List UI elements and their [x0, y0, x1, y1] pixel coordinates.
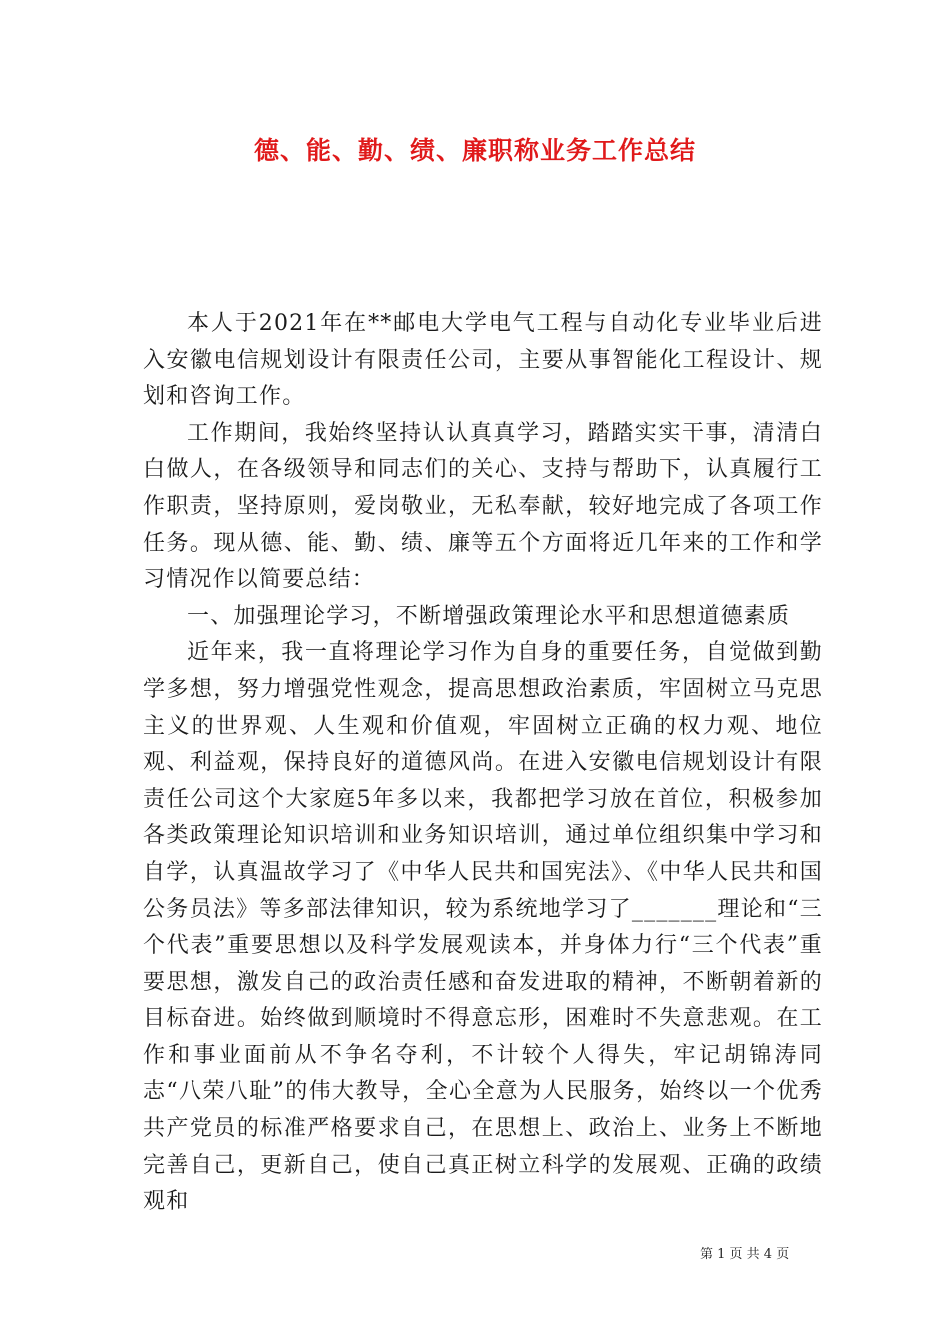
document-title: 德、能、勤、绩、廉职称业务工作总结: [253, 136, 696, 165]
paragraph-work-period: 工作期间，我始终坚持认认真真学习，踏踏实实干事，清清白白做人，在各级领导和同志们的关心、支持与帮助下，认真履行工作职责，坚持原则，爱岗敬业，无私奉献，较好地完成了各项工作任务。现从德、能、勤、绩、廉等五个方面将近几年来的工作和学习情况作以简要总结：: [143, 420, 823, 593]
paragraph-intro: 本人于2021年在**邮电大学电气工程与自动化专业毕业后进入安徽电信规划设计有限责任公司，主要从事智能化工程设计、规划和咨询工作。: [143, 311, 823, 410]
document-body: [143, 306, 823, 1221]
page-number: 第 1 页 共 4 页: [700, 1247, 790, 1262]
paragraph-theory-study: 近年来，我一直将理论学习作为自身的重要任务，自觉做到勤学多想，努力增强党性观念，提高思想政治素质，牢固树立马克思主义的世界观、人生观和价值观，牢固树立正确的权力观、地位观、利益观，保持良好的道德风尚。在进入安徽电信规划设计有限责任公司这个大家庭5年多以来，我都把学习放在首位，积极参加各类政策理论知识培训和业务知识培训，通过单位组织集中学习和自学，认真温故学习了《中华人民共和国宪法》、《中华人民共和国公务员法》等多部法律知识，较为系统地学习了_______理论和“三个代表”重要思想以及科学发展观读本，并身体力行“三个代表”重要思想，激发自己的政治责任感和奋发进取的精神，不断朝着新的目标奋进。始终做到顺境时不得意忘形，困难时不失意悲观。在工作和事业面前从不争名夺利，不计较个人得失，牢记胡锦涛同志“八荣八耻”的伟大教导，全心全意为人民服务，始终以一个优秀共产党员的标准严格要求自己，在思想上、政治上、业务上不断地完善自己，更新自己，使自己真正树立科学的发展观、正确的政绩观和: [143, 640, 823, 1215]
section-heading-1: 一、加强理论学习，不断增强政策理论水平和思想道德素质: [187, 603, 791, 629]
